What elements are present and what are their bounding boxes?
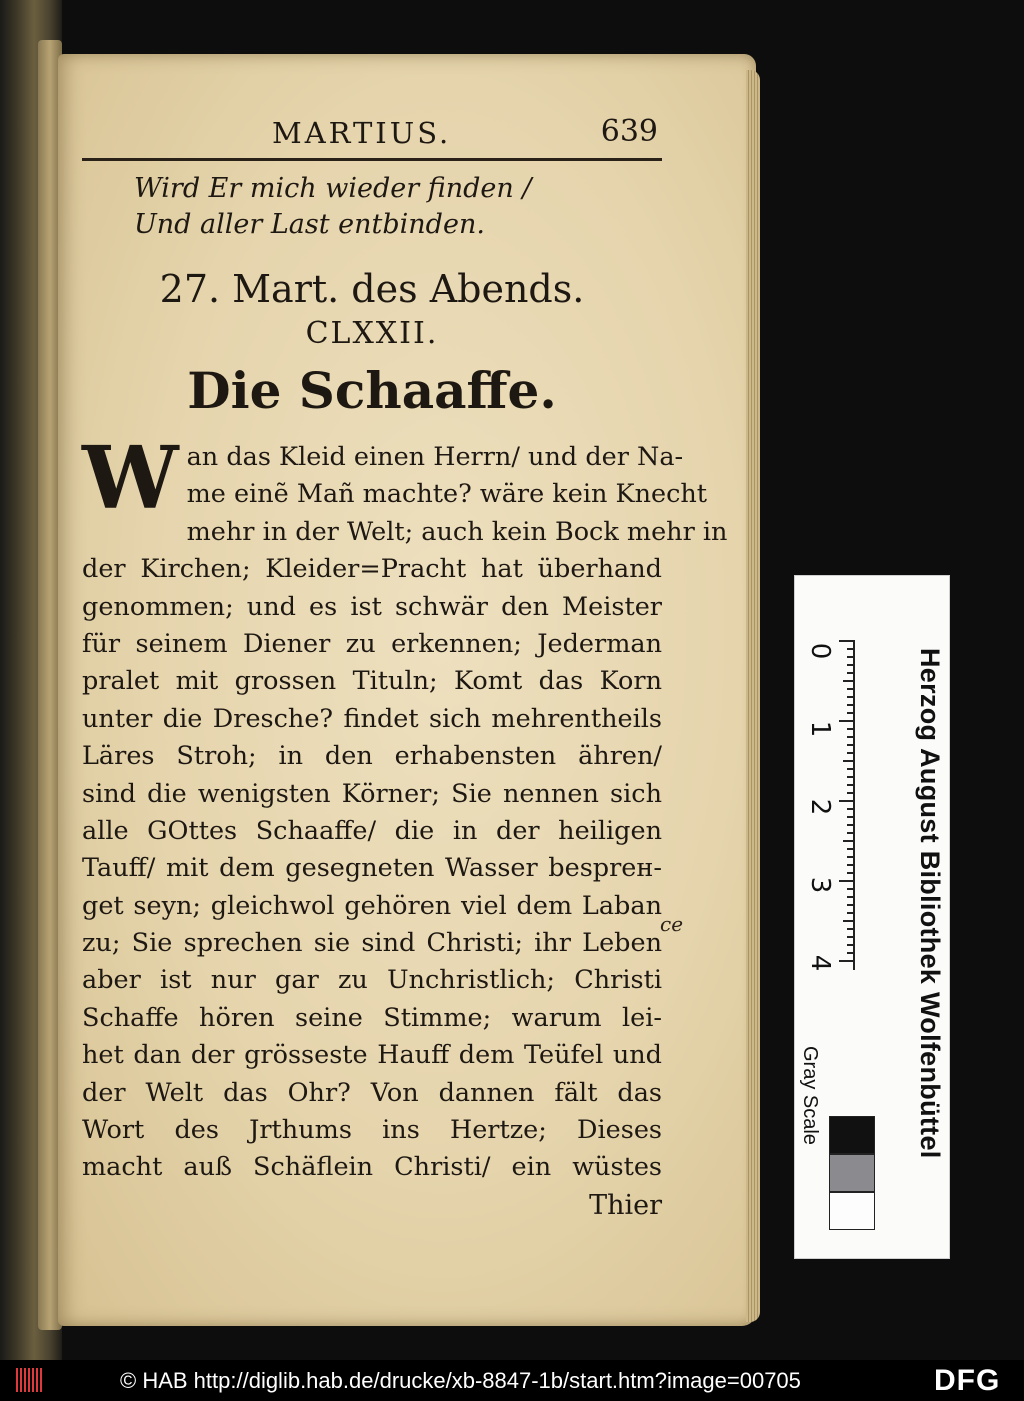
text-line: Schaffe hören seine Stimme; warum lei-	[82, 1002, 662, 1033]
ruler-tick	[847, 904, 853, 906]
text-line: macht auß Schäflein Christi/ ein wüstes	[82, 1152, 662, 1183]
color-scale-bar	[794, 575, 950, 1259]
ruler-tick	[839, 880, 853, 882]
ruler-tick	[839, 720, 853, 722]
ruler-tick	[843, 760, 853, 762]
text-line: pralet mit grossen Tituln; Komt das Korn	[82, 666, 662, 697]
text-line: zu; Sie sprechen sie sind Christi; ihr Leben	[82, 928, 662, 959]
text-line: get seyn; gleichwol gehören viel dem Laban	[82, 890, 662, 921]
swatch-black	[829, 1116, 875, 1154]
ruler-tick	[847, 856, 853, 858]
ruler-tick	[847, 832, 853, 834]
ruler-tick	[839, 960, 853, 962]
scale-ruler	[839, 640, 855, 970]
ruler-tick	[847, 864, 853, 866]
verse-line: Und aller Last entbinden.	[134, 209, 485, 240]
swatch-gray	[829, 1154, 875, 1192]
ruler-tick	[847, 952, 853, 954]
ruler-tick	[847, 768, 853, 770]
chapter-number: CLXXII.	[305, 316, 439, 351]
library-name: Herzog August Bibliothek Wolfenbüttel	[915, 648, 945, 1159]
ruler-tick	[843, 840, 853, 842]
ruler-tick	[847, 712, 853, 714]
text-line: Wort des Jrthums ins Hertze; Dieses	[82, 1115, 662, 1146]
ruler-tick	[847, 872, 853, 874]
ruler-tick	[847, 784, 853, 786]
ruler-tick	[847, 664, 853, 666]
barcode-icon	[16, 1368, 46, 1392]
ruler-tick	[847, 896, 853, 898]
ruler-tick	[847, 928, 853, 930]
text-line: an das Kleid einen Herrn/ und der Na-	[186, 442, 684, 472]
ruler-tick	[847, 816, 853, 818]
text-line: aber ist nur gar zu Unchristlich; Christi	[82, 965, 662, 996]
ruler-tick	[847, 776, 853, 778]
dfg-logo: DFG	[934, 1364, 1001, 1397]
running-head	[82, 108, 662, 161]
ruler-tick	[843, 920, 853, 922]
ruler-tick	[847, 944, 853, 946]
footer-credit[interactable]: © HAB http://diglib.hab.de/drucke/xb-8847-1b/start.htm?image=00705	[120, 1368, 801, 1393]
margin-note: ce	[660, 912, 684, 936]
text-line: alle GOttes Schaaffe/ die in der heiligen	[82, 815, 662, 846]
swatch-white	[829, 1192, 875, 1230]
section-title: Die Schaaffe.	[187, 361, 557, 420]
running-title: MARTIUS.	[272, 116, 452, 150]
text-line: unter die Dresche? findet sich mehrentheils	[82, 703, 662, 734]
ruler-tick	[847, 752, 853, 754]
scale-number: 4	[805, 954, 835, 972]
ruler-tick	[847, 808, 853, 810]
text-line: sind die wenigsten Körner; Sie nennen sich	[82, 778, 662, 809]
text-line: Läres Stroh; in den erhabensten ähren/	[82, 741, 662, 772]
ruler-tick	[847, 792, 853, 794]
text-line: der Kirchen; Kleider=Pracht hat überhand	[82, 554, 662, 585]
ruler-tick	[847, 648, 853, 650]
ruler-tick	[847, 728, 853, 730]
ruler-tick	[847, 696, 853, 698]
ruler-tick	[839, 640, 853, 642]
ruler-tick	[847, 848, 853, 850]
scale-number: 3	[805, 876, 835, 894]
footer-bar	[0, 1360, 1024, 1401]
catchword: Thier	[589, 1189, 662, 1221]
ruler-tick	[847, 824, 853, 826]
ruler-tick	[847, 744, 853, 746]
text-line: Tauff/ mit dem gesegneten Wasser besprен-	[82, 853, 662, 884]
text-line: het dan der grösseste Hauff dem Teüfel und	[82, 1040, 662, 1071]
ruler-tick	[847, 936, 853, 938]
date-heading: 27. Mart. des Abends.	[159, 267, 585, 311]
text-line: der Welt das Ohr? Von dannen fält das	[82, 1077, 662, 1108]
scale-number: 2	[805, 798, 835, 816]
ruler-tick	[847, 888, 853, 890]
scale-number: 1	[805, 720, 835, 738]
ruler-tick	[843, 680, 853, 682]
scale-number: 0	[805, 642, 835, 660]
ruler-tick	[847, 912, 853, 914]
verse-block	[134, 171, 662, 243]
verse-line: Wird Er mich wieder finden /	[134, 173, 532, 204]
text-line: me einẽ Mañ machte? wäre kein Knecht	[186, 479, 708, 510]
ruler-tick	[847, 736, 853, 738]
ruler-tick	[847, 704, 853, 706]
ruler-tick	[847, 656, 853, 658]
text-line: mehr in der Welt; auch kein Bock mehr in	[186, 516, 728, 547]
drop-cap: W	[82, 428, 179, 529]
text-line: genommen; und es ist schwär den Meister	[82, 591, 662, 622]
ruler-tick	[847, 688, 853, 690]
ruler-tick	[839, 800, 853, 802]
text-line: für seinem Diener zu erkennen; Jederman	[82, 628, 662, 659]
gray-scale-label: Gray Scale	[799, 1046, 821, 1145]
ruler-tick	[847, 672, 853, 674]
page-edges	[746, 70, 760, 1322]
page-number: 639	[600, 114, 658, 149]
book-binding	[0, 0, 62, 1360]
